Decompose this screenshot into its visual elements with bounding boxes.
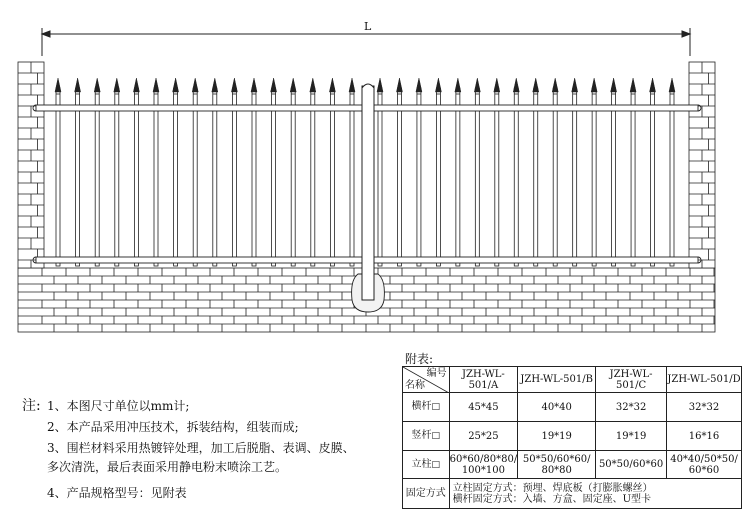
picket: [350, 88, 354, 266]
table-row: [403, 393, 742, 422]
table-cell: 32*32: [596, 393, 667, 422]
picket-spear-tip: [212, 78, 218, 92]
picket: [651, 88, 655, 266]
picket-spear-tip: [329, 78, 335, 92]
table-cell: 32*32: [667, 393, 742, 422]
header-code: 编号: [426, 368, 447, 379]
picket-spear-tip: [572, 78, 578, 92]
picket: [495, 88, 499, 266]
row-label-fixing: 固定方式: [403, 479, 450, 509]
picket-spear-tip: [435, 78, 441, 92]
picket: [213, 88, 217, 266]
model-b: JZH-WL-501/B: [518, 367, 596, 393]
picket-spear-tip: [114, 78, 120, 92]
picket-spear-tip: [251, 78, 257, 92]
picket: [330, 88, 334, 266]
picket-spear-tip: [290, 78, 296, 92]
note-4: 4、产品规格型号：见附表: [47, 486, 187, 500]
picket-spear-tip: [552, 78, 558, 92]
picket: [592, 88, 596, 266]
picket: [174, 88, 178, 266]
picket-spear-tip: [173, 78, 179, 92]
picket: [115, 88, 119, 266]
picket-spear-tip: [377, 78, 383, 92]
picket-spear-tip: [396, 78, 402, 92]
picket: [193, 88, 197, 266]
picket: [378, 88, 382, 266]
picket: [272, 88, 276, 266]
picket-spear-tip: [271, 78, 277, 92]
note-1: 1、本图尺寸单位以mm计;: [47, 399, 190, 413]
model-c: JZH-WL-501/C: [596, 367, 667, 393]
picket-spear-tip: [533, 78, 539, 92]
table-row-fixing: [403, 479, 742, 509]
picket: [456, 88, 460, 266]
picket-spear-tip: [650, 78, 656, 92]
table-cell: 45*45: [449, 393, 518, 422]
picket-spear-tip: [75, 78, 81, 92]
picket-spear-tip: [494, 78, 500, 92]
model-a: JZH-WL-501/A: [449, 367, 518, 393]
table-cell: 16*16: [667, 422, 742, 451]
table-cell: 50*50/60*60: [596, 451, 667, 479]
picket: [534, 88, 538, 266]
post-fixing-method: 立柱固定方式：预埋、焊底板（打膨胀螺丝）: [452, 482, 653, 494]
picket-spear-tip: [133, 78, 139, 92]
spec-table: [402, 366, 742, 509]
center-post-shaft: [362, 86, 374, 300]
picket-spear-tip: [455, 78, 461, 92]
fixing-methods: [449, 479, 741, 509]
table-cell: 19*19: [596, 422, 667, 451]
crossbar-fixing-method: 横杆固定方式：入墙、方盒、固定座、U型卡: [452, 493, 652, 505]
picket: [56, 88, 60, 266]
picket: [232, 88, 236, 266]
picket-spear-tip: [94, 78, 100, 92]
table-cell: 19*19: [518, 422, 596, 451]
table-row: [403, 451, 742, 479]
appendix-caption: 附表:: [405, 352, 434, 366]
picket-spear-tip: [231, 78, 237, 92]
picket-spear-tip: [153, 78, 159, 92]
picket-spear-tip: [55, 78, 61, 92]
picket-spear-tip: [513, 78, 519, 92]
dimension-arrowhead-left: [42, 31, 50, 37]
picket: [134, 88, 138, 266]
table-cell: 50*50/60*60/ 80*80: [518, 451, 596, 479]
note-2: 2、本产品采用冲压技术，拆装结构，组装而成;: [47, 420, 299, 434]
picket-spear-tip: [611, 78, 617, 92]
dimension-arrowhead-right: [682, 31, 690, 37]
header-diagonal-cell: [403, 367, 450, 393]
picket: [76, 88, 80, 266]
picket: [311, 88, 315, 266]
note-3-continued: 多次清洗，最后表面采用静电粉末喷涂工艺。: [47, 460, 288, 474]
table-row: [403, 422, 742, 451]
picket-spear-tip: [310, 78, 316, 92]
picket: [397, 88, 401, 266]
table-cell: 40*40/50*50/ 60*60: [667, 451, 742, 479]
picket-spear-tip: [192, 78, 198, 92]
row-label-picket: 竖杆□: [403, 422, 450, 451]
row-label-post: 立柱□: [403, 451, 450, 479]
notes-title: 注:: [22, 398, 41, 414]
dimension-label: L: [364, 20, 372, 33]
picket: [631, 88, 635, 266]
picket: [417, 88, 421, 266]
table-cell: 40*40: [518, 393, 596, 422]
row-label-crossbar: 横杆□: [403, 393, 450, 422]
header-name: 名称: [405, 380, 425, 391]
table-header-row: [403, 367, 742, 393]
picket: [670, 88, 674, 266]
picket: [436, 88, 440, 266]
picket: [154, 88, 158, 266]
picket: [514, 88, 518, 266]
picket: [553, 88, 557, 266]
picket-spear-tip: [349, 78, 355, 92]
center-post-cap: [362, 84, 374, 88]
picket: [95, 88, 99, 266]
table-cell: 60*60/80*80/ 100*100: [449, 451, 518, 479]
table-cell: 25*25: [449, 422, 518, 451]
model-d: JZH-WL-501/D: [667, 367, 742, 393]
picket-spear-tip: [416, 78, 422, 92]
picket: [612, 88, 616, 266]
picket: [573, 88, 577, 266]
picket-spear-tip: [669, 78, 675, 92]
picket-spear-tip: [474, 78, 480, 92]
picket-spear-tip: [630, 78, 636, 92]
picket: [291, 88, 295, 266]
picket-spear-tip: [591, 78, 597, 92]
picket: [252, 88, 256, 266]
picket: [475, 88, 479, 266]
note-3: 3、围栏材料采用热镀锌处理，加工后脱脂、表调、皮膜、: [47, 441, 355, 455]
